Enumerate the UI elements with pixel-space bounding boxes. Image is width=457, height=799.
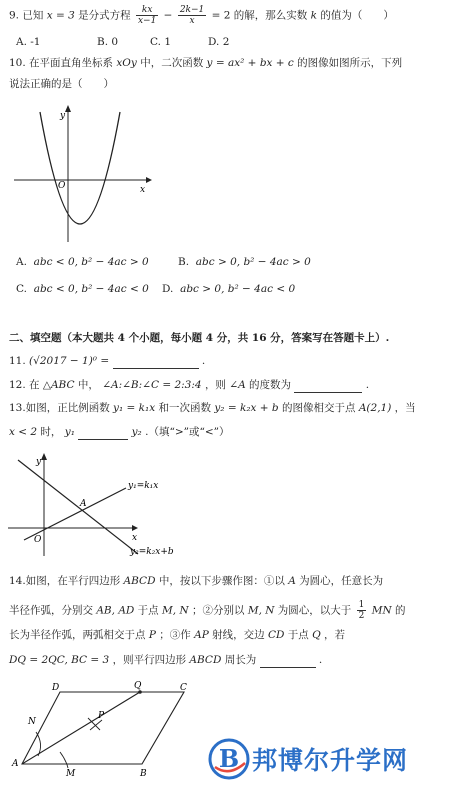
- q10-option-b: B. abc > 0, b² − 4ac > 0: [178, 256, 311, 268]
- q9-mid: 是分式方程: [78, 9, 131, 22]
- question-13-line-2: x < 2 时， y₁ y₂ .（填“>”或“<”）: [9, 426, 230, 438]
- q13-x-label: x: [132, 533, 138, 543]
- q14-label-a: A: [12, 759, 19, 769]
- section-2-heading: 二、填空题（本大题共 4 个小题，每小题 4 分，共 16 分，答案写在答题卡上）.: [9, 332, 390, 344]
- q14-answer-blank[interactable]: [260, 653, 316, 668]
- q14-ray-ap: [22, 692, 140, 764]
- q10-parabola: [40, 112, 120, 224]
- q13-y-arrow: [41, 453, 47, 460]
- q13-origin-label: O: [34, 535, 42, 545]
- q14-label-p: P: [98, 711, 105, 721]
- q10-option-a: A. abc < 0, b² − 4ac > 0: [16, 256, 149, 268]
- logo-text: 邦博尔升学网: [252, 746, 409, 775]
- q9-pre: 9. 已知: [9, 9, 44, 22]
- q12-answer-blank[interactable]: [294, 378, 362, 393]
- question-9: [9, 5, 394, 26]
- q9-fraction-1: $\frac{kx}{x-1}$: [137, 5, 157, 26]
- q10-x-label: x: [140, 185, 146, 195]
- q14-parallelogram: [22, 692, 184, 764]
- q13-x-arrow: [132, 525, 138, 531]
- q9-fraction-2: $\frac{2k-1}{x}$: [179, 5, 205, 26]
- q14-label-c: C: [180, 683, 187, 693]
- q9-minus: −: [163, 9, 173, 22]
- q14-label-m: M: [66, 769, 76, 779]
- q9-condition: x = 3: [46, 9, 75, 22]
- question-14-line-3: 长为半径作弧，两弧相交于点 P ；③作 AP 射线，交边 CD 于点 Q ，若: [9, 629, 346, 641]
- question-10-line-1: 10. 在平面直角坐标系 xOy 中，二次函数 y = ax² + bx + c 的图像如图所示，下列: [9, 57, 403, 69]
- question-14-line-4: DQ = 2QC, BC = 3 ，则平行四边形 ABCD 周长为 .: [9, 654, 323, 666]
- q14-label-b: B: [140, 769, 147, 779]
- q9-option-d: D. 2: [208, 36, 230, 48]
- q14-arc-m: [60, 752, 68, 768]
- q14-label-n: N: [28, 717, 36, 727]
- q9-eq: = 2: [211, 9, 231, 22]
- logo-b-icon: [207, 737, 251, 781]
- q9-post: 的解，那么实数: [233, 9, 308, 22]
- q13-y-label: y: [36, 457, 42, 467]
- q13-line1-label: y₁=k₁x: [128, 481, 159, 491]
- question-10-line-2: 说法正确的是（ ）: [9, 78, 114, 90]
- q9-var: k: [310, 9, 317, 22]
- q10-y-label: y: [60, 111, 66, 121]
- q13-answer-blank[interactable]: [78, 425, 128, 440]
- q10-x-arrow: [146, 177, 152, 183]
- q9-tail: 的值为（ ）: [320, 9, 394, 22]
- q10-option-c: C. abc < 0, b² − 4ac < 0: [16, 283, 149, 295]
- q10-option-d: D. abc > 0, b² − 4ac < 0: [162, 283, 296, 295]
- q14-label-q: Q: [134, 681, 142, 691]
- site-logo: [207, 735, 447, 783]
- question-14-line-1: 14.如图，在平行四边形 ABCD 中，按以下步骤作图：①以 A 为圆心，任意长为: [9, 575, 384, 587]
- q13-point-a-label: A: [80, 499, 87, 509]
- q9-option-a: A. -1: [16, 36, 41, 48]
- q13-linear-graph: [8, 450, 188, 562]
- question-14-line-2: 半径作弧，分别交 AB, AD 于点 M, N ；②分别以 M, N 为圆心，以大于 $\frac{1}{2}$ MN 的: [9, 600, 406, 621]
- question-13-line-1: 13.如图，正比例函数 y₁ = k₁x 和一次函数 y₂ = k₂x + b 的图像相交于点 A(2,1) ，当: [9, 402, 416, 414]
- q11-answer-blank[interactable]: [113, 354, 199, 369]
- q14-half-fraction: $\frac{1}{2}$: [358, 600, 365, 621]
- q9-option-b: B. 0: [97, 36, 119, 48]
- q10-origin-label: O: [58, 181, 66, 191]
- q13-line2-label: y₂=k₂x+b: [130, 547, 174, 557]
- svg-text:B: B: [218, 744, 240, 773]
- q14-parallelogram-figure: [8, 680, 208, 780]
- question-11: 11. (√2017 − 1)⁰ = .: [9, 355, 206, 367]
- question-12: 12. 在 △ABC 中， ∠A:∠B:∠C = 2:3:4 ，则 ∠A 的度数为 .: [9, 379, 370, 391]
- q14-label-d: D: [52, 683, 60, 693]
- q9-option-c: C. 1: [150, 36, 172, 48]
- q10-y-arrow: [65, 105, 71, 112]
- q10-parabola-graph: [14, 102, 154, 244]
